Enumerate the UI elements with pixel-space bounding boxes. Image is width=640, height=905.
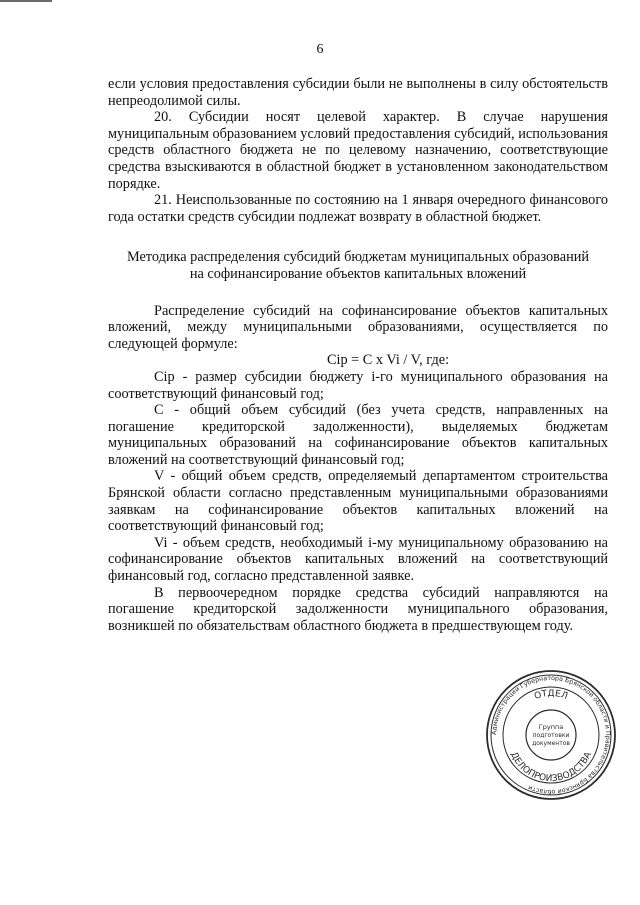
paragraph-20: 20. Субсидии носят целевой характер. В случае нарушения муниципальным образованием условий предоставления субсидий, использования средств областного бюджета не по целевому назначению, соответствующие средства взыскиваются в областной бюджет в установленном законодательством порядке. <box>108 109 608 192</box>
stamp-inner-line-1: Группа <box>538 723 564 731</box>
office-stamp <box>484 668 618 802</box>
stamp-arc-top: ОТДЕЛ <box>533 688 569 702</box>
stamp-inner-line-3: документов <box>532 740 570 747</box>
formula: Ciр = C x Vi / V, где: <box>326 352 450 369</box>
stamp-arc-bottom: ДЕЛОПРОИЗВОДСТВА <box>508 750 594 785</box>
section-heading-line-1: Методика распределения субсидий бюджетам муниципальных образований <box>126 249 590 266</box>
priority-paragraph: В первоочередном порядке средства субсидий направляются на погашение кредиторской задолженности муниципального образования, возникшей по обязательствам областного бюджета в предшествующем году. <box>108 584 608 634</box>
definition-v: V - общий объем средств, определяемый департаментом строительства Брянской области согласно представленным муниципальными образованиями заявкам на софинансирование объектов капитальных вложений на соответствующий финансовый год; <box>108 468 608 535</box>
method-intro: Распределение субсидий на софинансирование объектов капитальных вложений, между муниципальными образованиями, осуществляется по следующей формуле: <box>108 302 608 352</box>
definition-cip: Ciр - размер субсидии бюджету i-го муниципального образования на соответствующий финансовый год; <box>108 368 608 402</box>
document-body <box>108 76 608 634</box>
scan-corner-mark <box>0 0 52 2</box>
stamp-inner-line-2: подготовки <box>532 732 570 739</box>
paragraph-continuation: если условия предоставления субсидии были не выполнены в силу обстоятельств непреодолимой силы. <box>108 76 608 109</box>
section-heading-line-2: на софинансирование объектов капитальных вложений <box>189 265 527 282</box>
definition-vi: Vi - объем средств, необходимый i-му муниципальному образованию на софинансирование объектов капитальных вложений на соответствующий финансовый год, согласно представленной заявке. <box>108 534 608 585</box>
section-heading <box>108 249 608 282</box>
stamp-ring-text: Администрации Губернатора Брянской области и Правительства Брянской области <box>490 674 612 796</box>
definition-c: С - общий объем субсидий (без учета средств, направленных на погашение кредиторской задолженности), выделяемых бюджетам муниципальных образований на софинансирование объектов капитальных вложений на соответствующий финансовый год; <box>108 402 608 468</box>
paragraph-21: 21. Неиспользованные по состоянию на 1 января очередного финансового года остатки средств субсидии подлежат возврату в областной бюджет. <box>108 192 608 225</box>
page-number: 6 <box>316 42 324 57</box>
